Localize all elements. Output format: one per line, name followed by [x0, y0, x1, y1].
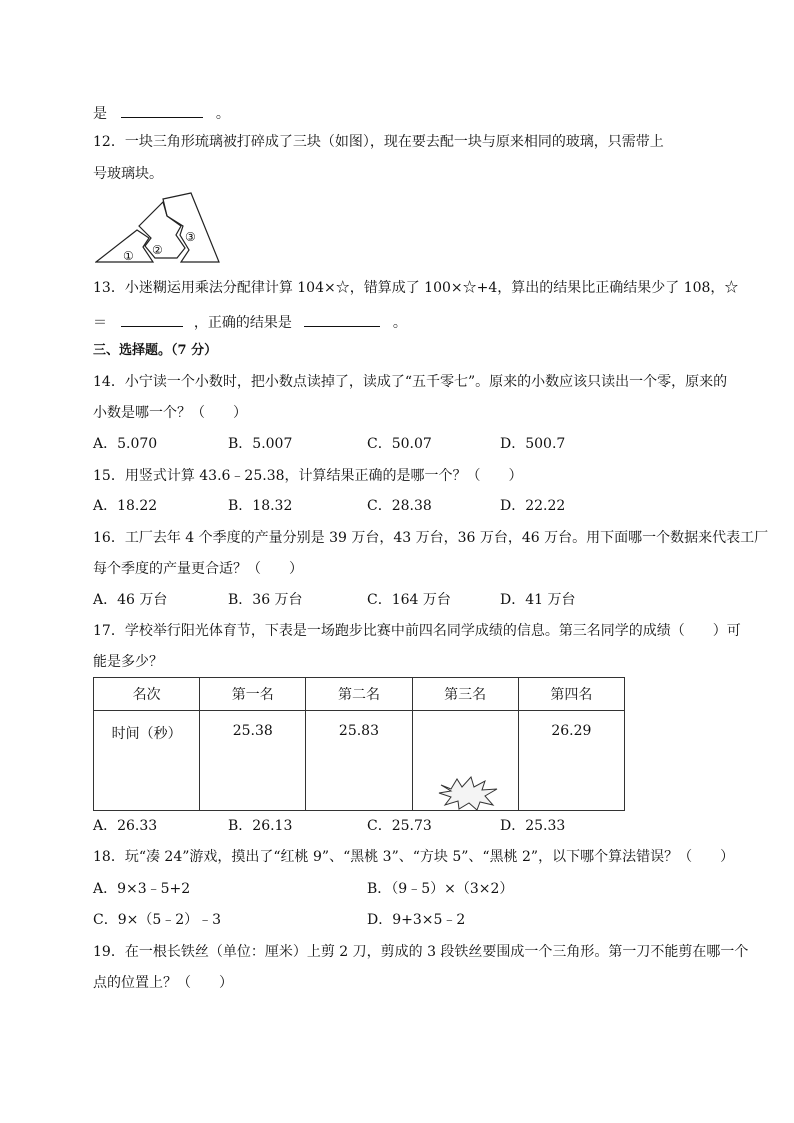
star-answer-blank[interactable]	[121, 310, 183, 327]
q15-option-d[interactable]: D．22.22	[500, 498, 566, 514]
question-11-tail	[93, 101, 230, 124]
q11-text: 是	[93, 106, 107, 122]
q15-option-c[interactable]: C．28.38	[367, 498, 432, 514]
question-13-line1: 13．小迷糊运用乘法分配律计算 104×☆，错算成了 100×☆+4，算出的结果比正确结果少了 108，☆	[93, 280, 739, 296]
table-header-cell: 第四名	[518, 678, 624, 711]
table-header-cell: 第二名	[306, 678, 412, 711]
question-17-line2: 能是多少？	[93, 654, 163, 670]
broken-triangle-figure	[95, 190, 220, 265]
question-12-line2: 号玻璃块。	[93, 166, 163, 182]
time-cell-fourth: 26.29	[518, 711, 624, 811]
question-19-line1: 19．在一根长铁丝（单位：厘米）上剪 2 刀，剪成的 3 段铁丝要围成一个三角形。第一刀不能剪在哪一个	[93, 944, 749, 960]
question-13-line2	[93, 310, 407, 333]
ink-splat-icon	[437, 775, 499, 811]
time-cell-first: 25.38	[200, 711, 306, 811]
section-title: 三、选择题。（7 分）	[93, 343, 218, 358]
piece-label-1: ①	[123, 249, 134, 263]
question-16-line2: 每个季度的产量更合适？（ ）	[93, 561, 303, 577]
q18-option-c[interactable]: C．9×（5﹣2）﹣3	[93, 912, 222, 928]
q16-option-a[interactable]: A．46 万台	[93, 592, 168, 608]
q13-eq: ＝	[93, 315, 107, 331]
answer-blank[interactable]	[121, 101, 203, 118]
results-table	[93, 677, 625, 811]
q16-option-b[interactable]: B．36 万台	[228, 592, 303, 608]
q17-option-d[interactable]: D．25.33	[500, 818, 566, 834]
table-header-cell: 第三名	[412, 678, 518, 711]
q17-option-a[interactable]: A．26.33	[93, 818, 158, 834]
q14-option-b[interactable]: B．5.007	[228, 436, 293, 452]
q18-option-d[interactable]: D．9+3×5﹣2	[367, 912, 466, 928]
q18-option-b[interactable]: B．（9﹣5）×（3×2）	[367, 881, 514, 897]
table-header-cell: 名次	[94, 678, 200, 711]
q15-option-b[interactable]: B．18.32	[228, 498, 293, 514]
q17-option-c[interactable]: C．25.73	[367, 818, 432, 834]
q13-end: 。	[392, 315, 407, 331]
piece-label-2: ②	[152, 243, 163, 257]
question-12-line1: 12．一块三角形琉璃被打碎成了三块（如图），现在要去配一块与原来相同的玻璃，只需带上	[93, 134, 664, 150]
q11-end: 。	[215, 106, 230, 122]
q13-mid: ，正确的结果是	[193, 315, 292, 331]
table-header-cell: 第一名	[200, 678, 306, 711]
question-14-line2: 小数是哪一个？（ ）	[93, 405, 247, 421]
question-19-line2: 点的位置上？（ ）	[93, 975, 233, 991]
q16-option-c[interactable]: C．164 万台	[367, 592, 451, 608]
q15-option-a[interactable]: A．18.22	[93, 498, 158, 514]
q14-option-c[interactable]: C．50.07	[367, 436, 432, 452]
piece-label-3: ③	[185, 230, 196, 244]
question-16-line1: 16．工厂去年 4 个季度的产量分别是 39 万台，43 万台，36 万台，46 万台。用下面哪一个数据来代表工厂	[93, 530, 769, 546]
question-17-line1: 17．学校举行阳光体育节，下表是一场跑步比赛中前四名同学成绩的信息。第三名同学的成绩（ ）可	[93, 623, 741, 639]
row-label-cell: 时间（秒）	[94, 711, 200, 811]
time-cell-second: 25.83	[306, 711, 412, 811]
table-row	[94, 711, 625, 811]
table-header-row	[94, 678, 625, 711]
result-answer-blank[interactable]	[304, 310, 380, 327]
q14-option-d[interactable]: D．500.7	[500, 436, 566, 452]
question-14-line1: 14．小宁读一个小数时，把小数点读掉了，读成了“五千零七”。原来的小数应该只读出一个零，原来的	[93, 374, 728, 390]
q18-option-a[interactable]: A．9×3﹣5+2	[93, 881, 191, 897]
q17-option-b[interactable]: B．26.13	[228, 818, 293, 834]
question-15-line1: 15．用竖式计算 43.6﹣25.38，计算结果正确的是哪一个？（ ）	[93, 468, 523, 484]
q16-option-d[interactable]: D．41 万台	[500, 592, 576, 608]
time-cell-third	[412, 711, 518, 811]
q14-option-a[interactable]: A．5.070	[93, 436, 158, 452]
question-18-line1: 18．玩“凑 24”游戏，摸出了“红桃 9”、“黑桃 3”、“方块 5”、“黑桃 2”，以下哪个算法错误？（ ）	[93, 849, 735, 865]
